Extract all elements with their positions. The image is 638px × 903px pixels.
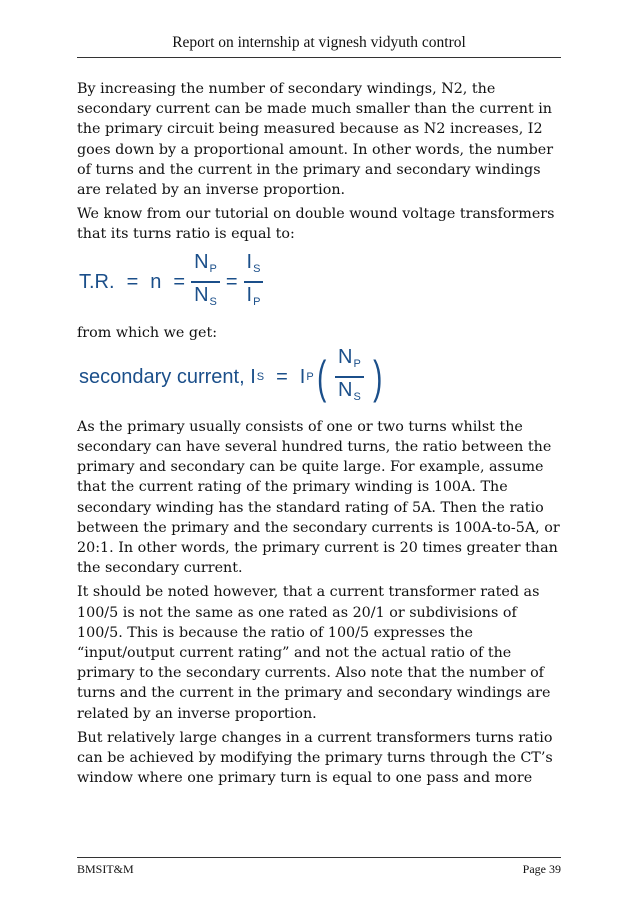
fraction-is-ip — [244, 250, 264, 314]
eq-ns: N — [194, 283, 209, 306]
eq-ip-sub: P — [253, 295, 261, 308]
eq2-ip: I — [299, 365, 306, 388]
eq2-label: secondary current, I — [79, 365, 256, 388]
paragraph: By increasing the number of secondary windings, N2, the secondary current can be made much smaller than the current in the primary circuit being measured because as N2 increases, I2 goes down by a proportional amount. In other words, the number of turns and the current in the primary and secondary windings are related by an inverse proportion. — [77, 81, 554, 199]
paragraph: But relatively large changes in a current transformers turns ratio can be achieved by modifying the primary turns through the CT’s window where one primary turn is equal to one pass and more — [77, 729, 553, 787]
eq-equals: = — [126, 270, 139, 293]
paragraph: from which we get: — [77, 324, 218, 341]
eq-ns-sub: S — [209, 295, 217, 308]
eq-is-sub: S — [253, 262, 261, 275]
paragraph: As the primary usually consists of one or two turns whilst the secondary can have several hundred turns, the ratio between the primary and secondary can be quite large. For example, assume that the current rating of the primary winding is 100A. The secondary winding has the standard rating of 5A. Then the ratio between the primary and the secondary currents is 100A-to-5A, or 20:1. In other words, the primary current is 20 times greater than the secondary current. — [77, 418, 560, 577]
page-footer — [77, 857, 561, 877]
eq2-label-sub: S — [256, 370, 265, 383]
eq-equals: = — [225, 270, 238, 293]
left-paren: ( — [316, 350, 326, 403]
right-paren: ) — [372, 350, 383, 403]
eq-is: I — [246, 250, 253, 273]
paragraph: It should be noted however, that a current transformer rated as 100/5 is not the same as one rated as 20/1 or subdivisions of 100/5. This is because the ratio of 100/5 expresses the “input/output current rating” and not the actual ratio of the primary to the secondary currents. Also note that the number of turns and the current in the primary and secondary windings are related by an inverse proportion. — [77, 584, 551, 722]
eq-ip: I — [246, 283, 253, 306]
eq2-np-sub: P — [353, 357, 361, 370]
header-title: Report on internship at vignesh vidyuth control — [172, 34, 466, 51]
eq2-equals: = — [276, 365, 288, 388]
eq-np-sub: P — [209, 262, 217, 275]
paragraph: We know from our tutorial on double wound voltage transformers that its turns ratio is equal to: — [77, 206, 555, 243]
eq-np: N — [194, 250, 209, 273]
page-header — [77, 34, 561, 58]
eq2-np: N — [338, 345, 353, 368]
eq-lhs: T.R. — [79, 270, 115, 293]
eq-n: n — [150, 270, 162, 293]
fraction-np-ns — [335, 345, 364, 409]
turns-ratio-equation — [79, 249, 564, 315]
footer-institution: BMSIT&M — [77, 862, 134, 876]
eq-equals: = — [173, 270, 186, 293]
eq2-ns: N — [338, 378, 353, 401]
eq2-ip-sub: P — [306, 370, 314, 383]
document-body — [77, 79, 564, 792]
page-number: Page 39 — [522, 862, 561, 876]
secondary-current-equation — [79, 347, 564, 407]
fraction-np-ns — [191, 250, 220, 314]
eq2-ns-sub: S — [353, 390, 361, 403]
